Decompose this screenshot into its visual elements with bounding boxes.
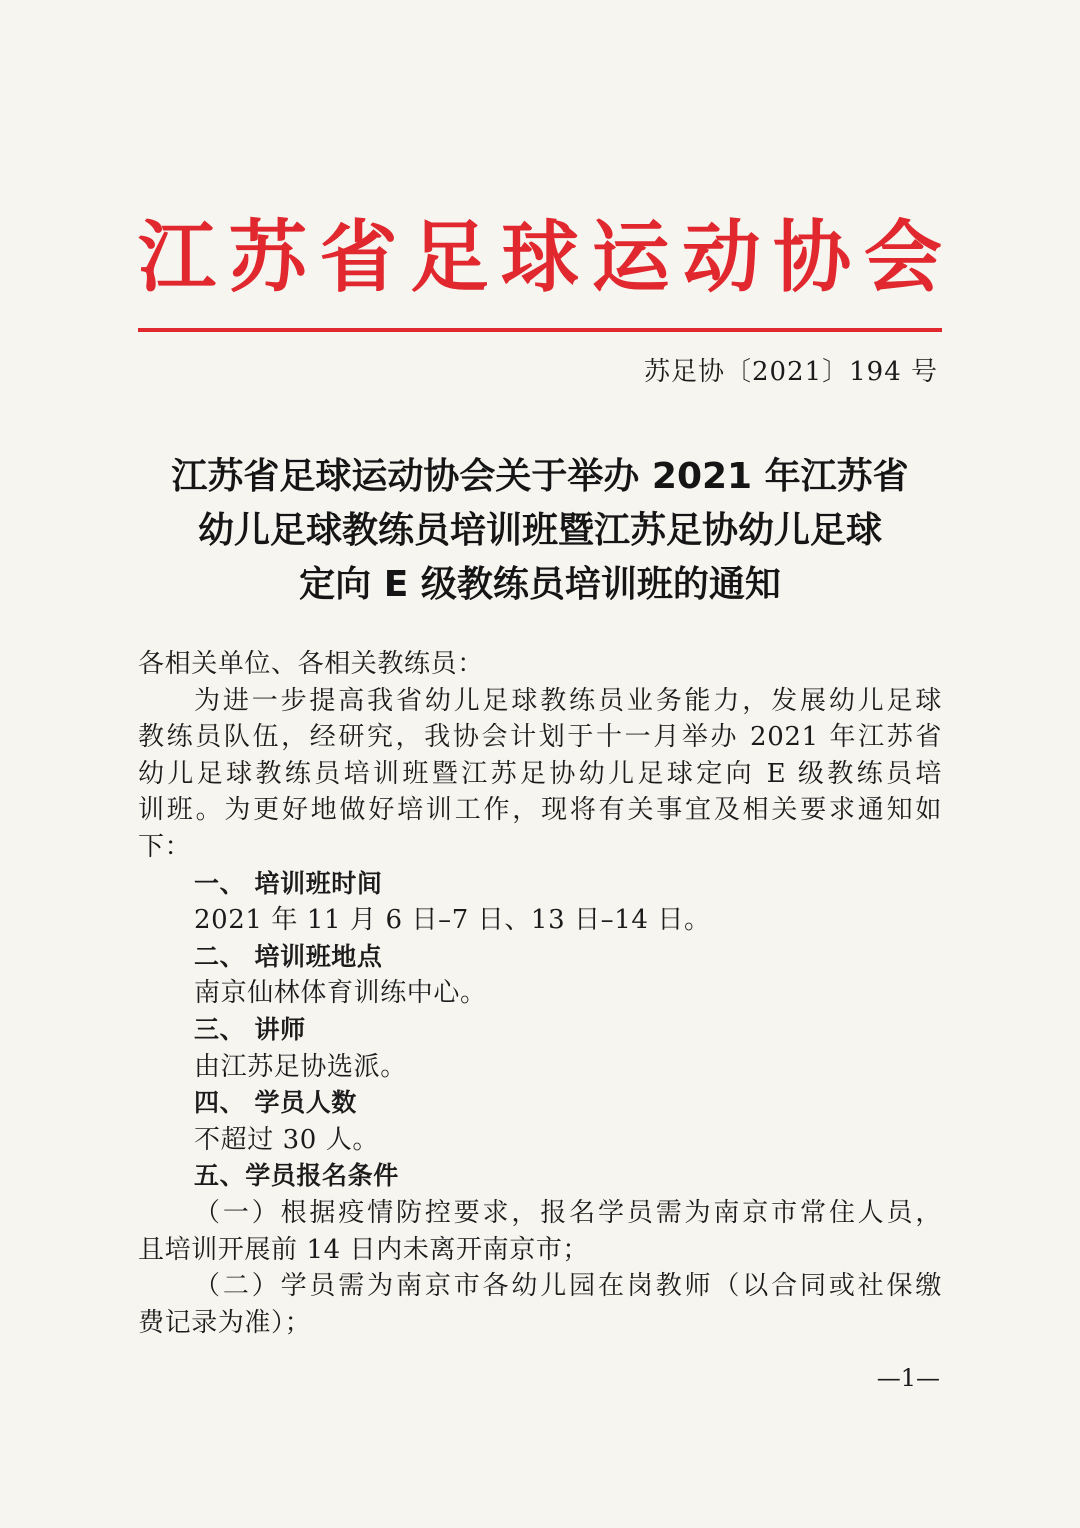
intro-line: 教练员队伍，经研究，我协会计划于十一月举办 2021 年江苏省 bbox=[138, 722, 942, 753]
masthead-char: 足 bbox=[410, 212, 489, 303]
organization-masthead bbox=[138, 212, 942, 304]
title-line: 定向 E 级教练员培训班的通知 bbox=[299, 564, 781, 605]
section-heading-lecturer: 三、 讲师 bbox=[194, 1014, 306, 1044]
eligibility-item-line: （二）学员需为南京市各幼儿园在岗教师（以合同或社保缴 bbox=[194, 1271, 942, 1302]
page-number: —1— bbox=[876, 1364, 940, 1392]
intro-line: 下： bbox=[138, 831, 192, 862]
document-title bbox=[130, 450, 950, 612]
eligibility-item-line: （一）根据疫情防控要求，报名学员需为南京市常住人员， bbox=[194, 1197, 942, 1228]
section-heading-eligibility: 五、学员报名条件 bbox=[194, 1161, 399, 1191]
document-number: 苏足协〔2021〕194 号 bbox=[643, 357, 938, 387]
masthead-char: 球 bbox=[500, 212, 579, 303]
eligibility-item-line: 费记录为准）； bbox=[138, 1307, 312, 1338]
masthead-char: 江 bbox=[138, 212, 217, 303]
section-content-time: 2021 年 11 月 6 日–7 日、13 日–14 日。 bbox=[194, 905, 711, 936]
masthead-char: 运 bbox=[591, 212, 670, 303]
section-content-location: 南京仙林体育训练中心。 bbox=[194, 978, 487, 1009]
masthead-char: 苏 bbox=[228, 212, 307, 303]
masthead-char: 省 bbox=[319, 212, 398, 303]
title-line: 幼儿足球教练员培训班暨江苏足协幼儿足球 bbox=[197, 510, 882, 551]
intro-line: 幼儿足球教练员培训班暨江苏足协幼儿足球定向 E 级教练员培 bbox=[138, 758, 942, 789]
section-content-trainee-count: 不超过 30 人。 bbox=[194, 1124, 380, 1155]
intro-line: 为进一步提高我省幼儿足球教练员业务能力，发展幼儿足球 bbox=[194, 685, 942, 716]
section-heading-time: 一、 培训班时间 bbox=[194, 868, 383, 898]
red-divider-line bbox=[138, 328, 942, 332]
section-heading-trainee-count: 四、 学员人数 bbox=[194, 1088, 357, 1118]
masthead-char: 动 bbox=[682, 212, 761, 303]
section-content-lecturer: 由江苏足协选派。 bbox=[194, 1051, 407, 1082]
intro-line: 训班。为更好地做好培训工作，现将有关事宜及相关要求通知如 bbox=[138, 795, 942, 826]
document-body bbox=[138, 646, 942, 1341]
section-heading-location: 二、 培训班地点 bbox=[194, 941, 383, 971]
salutation: 各相关单位、各相关教练员： bbox=[138, 649, 484, 679]
title-line: 江苏省足球运动协会关于举办 2021 年江苏省 bbox=[171, 456, 909, 497]
eligibility-item-line: 且培训开展前 14 日内未离开南京市； bbox=[138, 1234, 590, 1265]
masthead-char: 协 bbox=[773, 212, 852, 303]
masthead-char: 会 bbox=[863, 212, 942, 303]
